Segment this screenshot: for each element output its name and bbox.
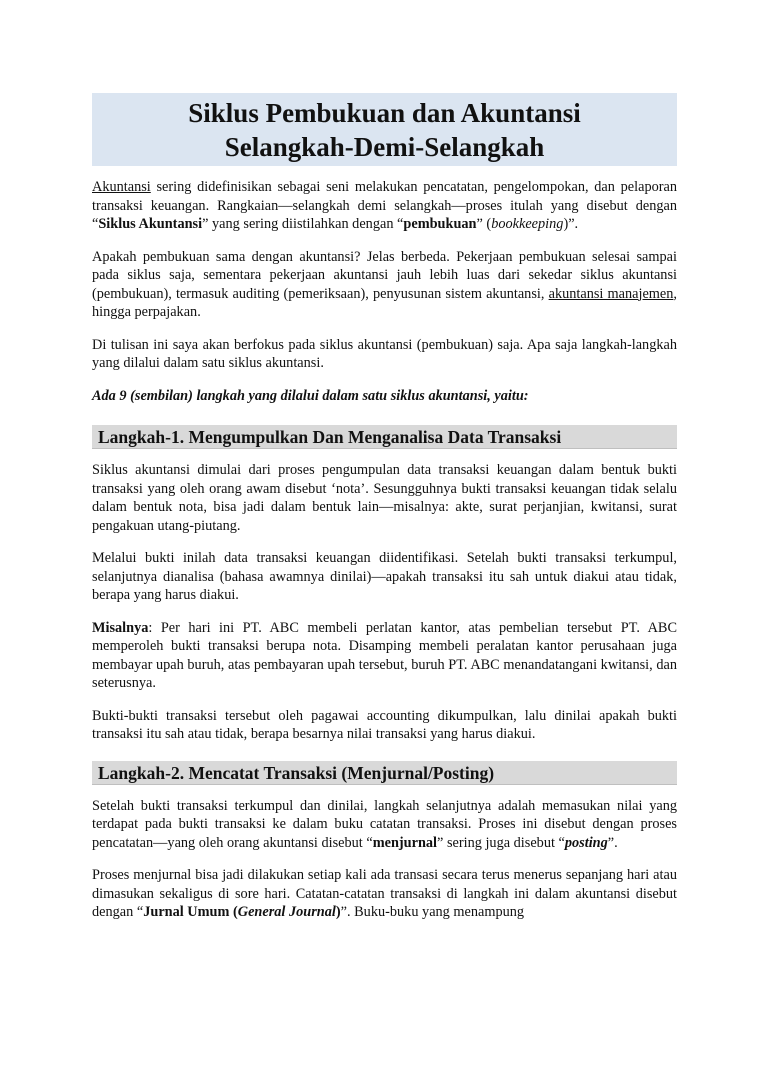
jurnal-umum-term: Jurnal Umum ( (143, 904, 238, 920)
title-line-2: Selangkah-Demi-Selangkah (224, 132, 545, 162)
step-2-paragraph-1: Setelah bukti transaksi terkumpul dan dinilai, langkah selanjutnya adalah memasukan nilai yang terdapat pada bukti transaksi ke dalam buku catatan transaksi. Proses ini disebut dengan proses pencatatan—yang oleh orang akuntansi disebut “menjurnal” sering juga disebut “posting”. (92, 797, 677, 851)
siklus-akuntansi-term: Siklus Akuntansi (98, 216, 203, 232)
step-2-paragraph-2: Proses menjurnal bisa jadi dilakukan setiap kali ada transasi secara terus menerus sepanjang hari atau dimasukan sekaligus di sore hari. Catatan-catatan transaksi di langkah ini dalam akuntansi disebut dengan “Jurnal Umum (General Journal)”. Buku-buku yang menampung (92, 867, 677, 920)
posting-term: posting (564, 834, 608, 851)
intro-paragraph-3: Di tulisan ini saya akan berfokus pada siklus akuntansi (pembukuan) saja. Apa saja langkah-langkah yang dilalui dalam satu siklus akuntansi. (92, 336, 677, 371)
title-line-1: Siklus Pembukuan dan Akuntansi (188, 98, 581, 128)
misalnya-label: Misalnya (92, 619, 149, 636)
bookkeeping-term: bookkeeping (491, 216, 564, 232)
general-journal-term: General Journal (237, 904, 336, 920)
step-2-heading: Langkah-2. Mencatat Transaksi (Menjurnal/Posting) (92, 761, 677, 785)
step-1-paragraph-2: Melalui bukti inilah data transaksi keuangan diidentifikasi. Setelah bukti transaksi terkumpul, selanjutnya dianalisa (bahasa awamnya dinilai)—apakah transaksi itu sah untuk diakui atau tidak, berapa yang harus diakui. (92, 550, 677, 603)
intro-paragraph-4: Ada 9 (sembilan) langkah yang dilalui dalam satu siklus akuntansi, yaitu: (92, 387, 529, 404)
intro-paragraph-1: Akuntansi sering didefinisikan sebagai seni melakukan pencatatan, pengelompokan, dan pelaporan transaksi keuangan. Rangkaian—selangkah demi selangkah—proses itulah yang disebut dengan “Siklus Akuntansi” yang sering diistilahkan dengan “pembukuan” (bookkeeping)”. (92, 179, 677, 232)
akuntansi-link[interactable]: Akuntansi (92, 179, 151, 195)
step-1-heading: Langkah-1. Mengumpulkan Dan Menganalisa Data Transaksi (92, 425, 677, 449)
step-1-paragraph-1: Siklus akuntansi dimulai dari proses pengumpulan data transaksi keuangan dalam bentuk bukti transaksi yang oleh orang awam disebut ‘nota’. Sesungguhnya bukti transaksi keuangan tidak selalu dalam bentuk nota, bisa jadi dalam bentuk lain—misalnya: akte, surat perjanjian, kwitansi, surat pengakuan utang-piutang. (92, 462, 677, 534)
step-1-paragraph-3: Misalnya: Per hari ini PT. ABC membeli perlatan kantor, atas pembelian tersebut PT. ABC memperoleh bukti transaksi berupa nota. Disamping membeli peralatan kantor perusahaan juga membayar upah buruh, atas pembayaran upah tersebut, buruh PT. ABC menandatangani kwitansi, dan seterusnya. (92, 619, 677, 691)
step-1-paragraph-4: Bukti-bukti transaksi tersebut oleh pagawai accounting dikumpulkan, lalu dinilai apakah bukti transaksi itu sah atau tidak, berapa besarnya nilai transaksi yang harus diakui. (92, 707, 677, 742)
akuntansi-manajemen-link[interactable]: akuntansi manajemen (548, 285, 674, 302)
document-title (92, 93, 677, 166)
menjurnal-term: menjurnal (372, 834, 438, 851)
document-page (92, 93, 677, 922)
pembukuan-term: pembukuan (403, 216, 477, 232)
intro-paragraph-2: Apakah pembukuan sama dengan akuntansi? Jelas berbeda. Pekerjaan pembukuan selesai sampai pada siklus saja, sementara pekerjaan akuntansi jauh lebih luas dari sekedar siklus akuntansi (pembukuan), termasuk auditing (pemeriksaan), penyusunan sistem akuntansi, akuntansi manajemen, hingga perpajakan. (92, 248, 677, 320)
